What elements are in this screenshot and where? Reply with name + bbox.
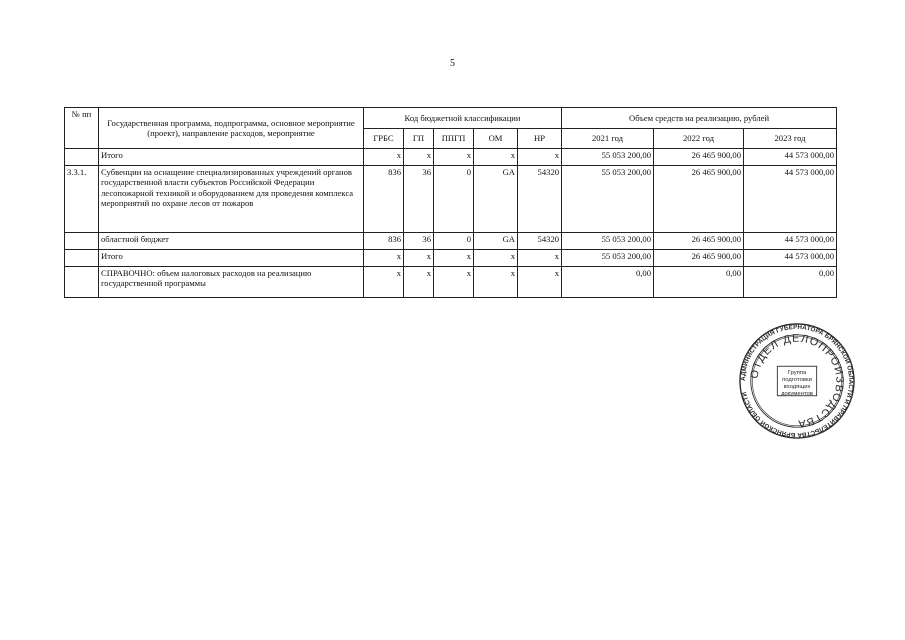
cell-grbs: 836 bbox=[364, 233, 404, 250]
cell-2021: 55 053 200,00 bbox=[562, 250, 654, 267]
cell-name: СПРАВОЧНО: объем налоговых расходов на реализацию государственной программы bbox=[99, 267, 364, 298]
cell-2022: 0,00 bbox=[654, 267, 744, 298]
cell-2023: 44 573 000,00 bbox=[744, 233, 837, 250]
cell-om: x bbox=[474, 267, 518, 298]
cell-name: Субвенции на оснащение специализированных учреждений органов государственной власти субъектов Российской Федерации лесопожарной техникой и оборудованием для проведения комплекса мероприятий по охране лесов от пожаров bbox=[99, 166, 364, 233]
header-funds: Объем средств на реализацию, рублей bbox=[562, 108, 837, 129]
table-row bbox=[65, 166, 837, 233]
cell-2021: 55 053 200,00 bbox=[562, 149, 654, 166]
cell-2021: 0,00 bbox=[562, 267, 654, 298]
cell-nr: 54320 bbox=[518, 166, 562, 233]
header-ppgp: ППГП bbox=[434, 129, 474, 149]
header-2022: 2022 год bbox=[654, 129, 744, 149]
header-om: ОМ bbox=[474, 129, 518, 149]
cell-num bbox=[65, 233, 99, 250]
cell-om: GA bbox=[474, 166, 518, 233]
cell-2023: 44 573 000,00 bbox=[744, 149, 837, 166]
cell-gp: x bbox=[404, 149, 434, 166]
cell-ppgp: x bbox=[434, 250, 474, 267]
cell-om: GA bbox=[474, 233, 518, 250]
cell-2023: 44 573 000,00 bbox=[744, 166, 837, 233]
cell-grbs: 836 bbox=[364, 166, 404, 233]
header-budget-code: Код бюджетной классификации bbox=[364, 108, 562, 129]
seal-center-line: подготовки bbox=[782, 377, 812, 383]
seal-center-line: входящих bbox=[783, 383, 811, 390]
budget-table bbox=[64, 107, 837, 298]
seal-graphic bbox=[738, 322, 856, 440]
page-number: 5 bbox=[450, 58, 455, 69]
header-gp: ГП bbox=[404, 129, 434, 149]
cell-gp: x bbox=[404, 267, 434, 298]
cell-2022: 26 465 900,00 bbox=[654, 233, 744, 250]
cell-ppgp: 0 bbox=[434, 166, 474, 233]
cell-2021: 55 053 200,00 bbox=[562, 166, 654, 233]
table-row bbox=[65, 233, 837, 250]
cell-om: x bbox=[474, 250, 518, 267]
cell-name: Итого bbox=[99, 250, 364, 267]
cell-num: 3.3.1. bbox=[65, 166, 99, 233]
cell-ppgp: x bbox=[434, 149, 474, 166]
header-2021: 2021 год bbox=[562, 129, 654, 149]
cell-name: Итого bbox=[99, 149, 364, 166]
header-row-1 bbox=[65, 108, 837, 129]
cell-num bbox=[65, 250, 99, 267]
cell-2023: 44 573 000,00 bbox=[744, 250, 837, 267]
cell-grbs: x bbox=[364, 149, 404, 166]
header-grbs: ГРБС bbox=[364, 129, 404, 149]
cell-name: областной бюджет bbox=[99, 233, 364, 250]
table-row bbox=[65, 250, 837, 267]
cell-nr: 54320 bbox=[518, 233, 562, 250]
cell-om: x bbox=[474, 149, 518, 166]
cell-2022: 26 465 900,00 bbox=[654, 250, 744, 267]
cell-num bbox=[65, 267, 99, 298]
seal-outer-text: АДМИНИСТРАЦИЯ ГУБЕРНАТОРА БРЯНСКОЙ ОБЛАСТИ И ПРАВИТЕЛЬСТВА БРЯНСКОЙ ОБЛАСТИ bbox=[739, 323, 855, 439]
cell-nr: x bbox=[518, 250, 562, 267]
seal-center-line: Группа bbox=[787, 370, 807, 377]
cell-gp: 36 bbox=[404, 233, 434, 250]
cell-2022: 26 465 900,00 bbox=[654, 166, 744, 233]
seal-center-line: документов bbox=[781, 390, 813, 397]
seal-inner-text: ОТДЕЛ ДЕЛОПРОИЗВОДСТВА bbox=[748, 332, 846, 430]
cell-2022: 26 465 900,00 bbox=[654, 149, 744, 166]
cell-nr: x bbox=[518, 267, 562, 298]
cell-num bbox=[65, 149, 99, 166]
table-row bbox=[65, 149, 837, 166]
cell-nr: x bbox=[518, 149, 562, 166]
cell-ppgp: 0 bbox=[434, 233, 474, 250]
header-nr: НР bbox=[518, 129, 562, 149]
table-row bbox=[65, 267, 837, 298]
cell-ppgp: x bbox=[434, 267, 474, 298]
cell-grbs: x bbox=[364, 267, 404, 298]
cell-2023: 0,00 bbox=[744, 267, 837, 298]
cell-gp: x bbox=[404, 250, 434, 267]
cell-grbs: x bbox=[364, 250, 404, 267]
header-2023: 2023 год bbox=[744, 129, 837, 149]
cell-2021: 55 053 200,00 bbox=[562, 233, 654, 250]
header-program: Государственная программа, подпрограмма, основное мероприятие (проект), направление расходов, мероприятие bbox=[99, 108, 364, 149]
cell-gp: 36 bbox=[404, 166, 434, 233]
header-num: № пп bbox=[65, 108, 99, 149]
office-seal-stamp bbox=[738, 322, 856, 440]
